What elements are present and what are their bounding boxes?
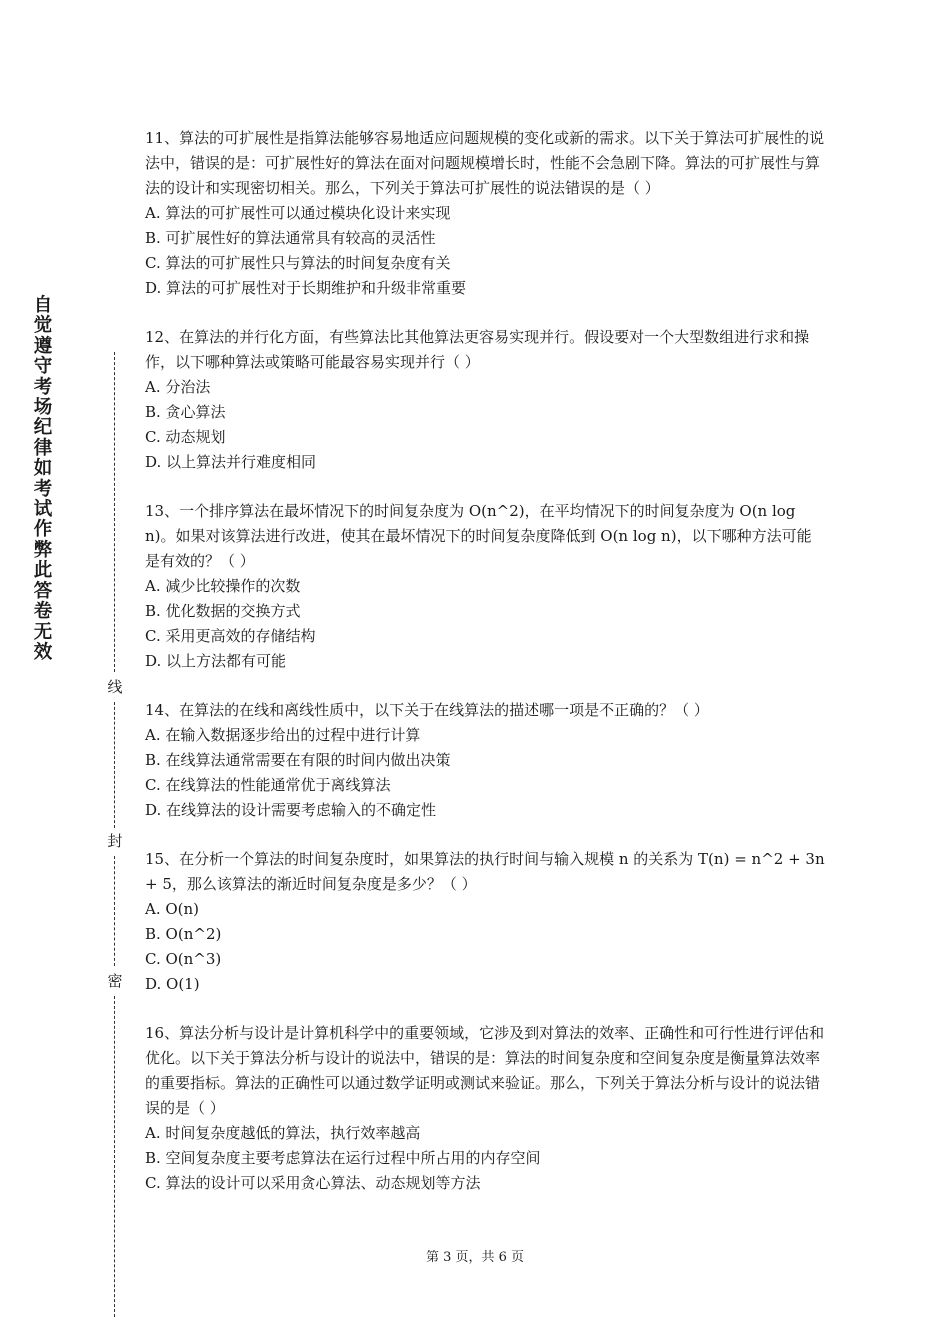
option-b: B. 贪心算法: [145, 403, 226, 421]
question-stem: 14、在算法的在线和离线性质中，以下关于在线算法的描述哪一项是不正确的？（ ）: [145, 701, 709, 719]
question-13: [145, 499, 825, 674]
option-c: C. 算法的设计可以采用贪心算法、动态规划等方法: [145, 1174, 481, 1192]
question-stem: 15、在分析一个算法的时间复杂度时，如果算法的执行时间与输入规模 n 的关系为 T(n) = n^2 + 3n + 5，那么该算法的渐近时间复杂度是多少？（ ）: [145, 850, 825, 893]
question-15: [145, 847, 825, 997]
option-c: C. 算法的可扩展性只与算法的时间复杂度有关: [145, 254, 451, 272]
question-stem: 16、算法分析与设计是计算机科学中的重要领域，它涉及到对算法的效率、正确性和可行性进行评估和优化。以下关于算法分析与设计的说法中，错误的是：算法的时间复杂度和空间复杂度是衡量算法效率的重要指标。算法的正确性可以通过数学证明或测试来验证。那么，下列关于算法分析与设计的说法错误的是（ ）: [145, 1024, 825, 1117]
binding-mark-mi: 密: [107, 972, 123, 990]
page-number: 第 3 页，共 6 页: [425, 1250, 525, 1265]
option-a: A. 时间复杂度越低的算法，执行效率越高: [145, 1124, 421, 1142]
binding-mark-feng: 封: [107, 832, 123, 850]
option-a: A. 算法的可扩展性可以通过模块化设计来实现: [145, 204, 451, 222]
option-d: D. 在线算法的设计需要考虑输入的不确定性: [145, 801, 437, 819]
binding-dash-segment: [114, 352, 115, 672]
option-c: C. 动态规划: [145, 428, 226, 446]
binding-dash-segment: [114, 856, 115, 966]
option-c: C. 采用更高效的存储结构: [145, 627, 316, 645]
option-a: A. 减少比较操作的次数: [145, 577, 301, 595]
binding-dash-segment: [114, 996, 115, 1317]
question-11: [145, 126, 825, 301]
option-b: B. 空间复杂度主要考虑算法在运行过程中所占用的内存空间: [145, 1149, 541, 1167]
option-b: B. O(n^2): [145, 925, 222, 943]
binding-dash-segment: [114, 702, 115, 828]
question-list: [145, 126, 825, 1220]
binding-mark-xian: 线: [107, 678, 123, 696]
binding-line: [107, 352, 123, 1317]
option-b: B. 在线算法通常需要在有限的时间内做出决策: [145, 751, 451, 769]
option-b: B. 优化数据的交换方式: [145, 602, 301, 620]
question-16: [145, 1021, 825, 1196]
option-b: B. 可扩展性好的算法通常具有较高的灵活性: [145, 229, 436, 247]
question-14: [145, 698, 825, 823]
exam-discipline-notice: 自觉遵守考场纪律如考试作弊此答卷无效: [33, 295, 53, 663]
question-stem: 12、在算法的并行化方面，有些算法比其他算法更容易实现并行。假设要对一个大型数组进行求和操作，以下哪种算法或策略可能最容易实现并行（ ）: [145, 328, 810, 371]
question-stem: 11、算法的可扩展性是指算法能够容易地适应问题规模的变化或新的需求。以下关于算法可扩展性的说法中，错误的是：可扩展性好的算法在面对问题规模增长时，性能不会急剧下降。算法的可扩展性与算法的设计和实现密切相关。那么，下列关于算法可扩展性的说法错误的是（ ）: [145, 129, 825, 197]
option-d: D. 算法的可扩展性对于长期维护和升级非常重要: [145, 279, 467, 297]
option-d: D. O(1): [145, 975, 200, 993]
option-d: D. 以上算法并行难度相同: [145, 453, 317, 471]
option-a: A. 分治法: [145, 378, 211, 396]
option-d: D. 以上方法都有可能: [145, 652, 287, 670]
question-12: [145, 325, 825, 475]
option-c: C. 在线算法的性能通常优于离线算法: [145, 776, 391, 794]
option-a: A. O(n): [145, 900, 200, 918]
question-stem: 13、一个排序算法在最坏情况下的时间复杂度为 O(n^2)，在平均情况下的时间复杂度为 O(n log n)。如果对该算法进行改进，使其在最坏情况下的时间复杂度降低到 O(n log n)，以下哪种方法可能是有效的？（ ）: [145, 502, 812, 570]
option-a: A. 在输入数据逐步给出的过程中进行计算: [145, 726, 421, 744]
option-c: C. O(n^3): [145, 950, 222, 968]
